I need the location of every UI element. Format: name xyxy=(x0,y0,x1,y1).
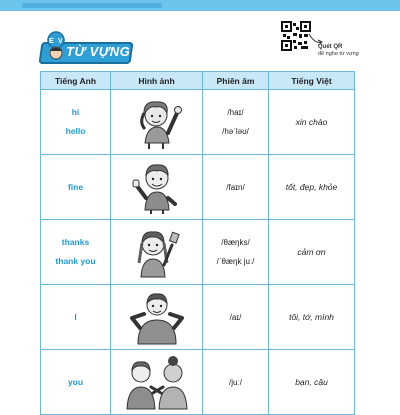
table-row xyxy=(41,350,355,415)
table-row xyxy=(41,90,355,155)
man-pointing-self-icon xyxy=(124,288,190,346)
table-row xyxy=(41,285,355,350)
english-cell xyxy=(41,155,111,220)
header-ipa: Phiên âm xyxy=(203,72,269,90)
ipa-cell xyxy=(203,220,269,285)
english-cell xyxy=(41,350,111,415)
svg-text:V: V xyxy=(58,38,63,45)
section-title: TỪ VỰNG xyxy=(66,44,131,59)
boy-thumbs-up-icon xyxy=(127,158,187,216)
ipa-text: /aɪ/ xyxy=(229,312,242,322)
english-word: hello xyxy=(65,126,86,136)
english-cell xyxy=(41,90,111,155)
vietnamese-cell: tôi, tớ, mình xyxy=(269,285,355,350)
section-badge xyxy=(40,30,132,64)
picture-cell xyxy=(111,350,203,415)
vocabulary-table xyxy=(40,71,355,415)
qr-note xyxy=(318,44,359,58)
svg-text:E: E xyxy=(49,38,54,45)
vietnamese-cell: cảm ơn xyxy=(269,220,355,285)
top-banner xyxy=(0,0,400,11)
girl-waving-icon xyxy=(127,93,187,151)
ipa-cell xyxy=(203,350,269,415)
vietnamese-cell: xin chào xyxy=(269,90,355,155)
picture-cell xyxy=(111,285,203,350)
table-header-row xyxy=(41,72,355,90)
picture-cell xyxy=(111,155,203,220)
ipa-text: /haɪ/ xyxy=(227,108,244,117)
two-people-pointing-icon xyxy=(121,353,193,411)
ipa-cell xyxy=(203,90,269,155)
ipa-text: /juː/ xyxy=(229,377,242,387)
table-row xyxy=(41,155,355,220)
picture-cell xyxy=(111,90,203,155)
table-row xyxy=(41,220,355,285)
ipa-text: /θæŋks/ xyxy=(221,238,250,247)
girl-with-gift-icon xyxy=(127,223,187,281)
english-word: hi xyxy=(71,107,80,117)
english-cell xyxy=(41,285,111,350)
header-english: Tiếng Anh xyxy=(41,72,111,90)
vietnamese-cell: tốt, đẹp, khỏe xyxy=(269,155,355,220)
english-word: thanks xyxy=(61,237,90,247)
ipa-cell xyxy=(203,285,269,350)
ipa-cell xyxy=(203,155,269,220)
header-vietnamese: Tiếng Việt xyxy=(269,72,355,90)
vietnamese-cell: bạn, cậu xyxy=(269,350,355,415)
english-cell xyxy=(41,220,111,285)
picture-cell xyxy=(111,220,203,285)
ipa-text: /ˈθæŋk juː/ xyxy=(216,257,255,266)
english-word: thank you xyxy=(55,256,96,266)
ipa-text: /faɪn/ xyxy=(226,182,245,192)
qr-note-subtitle: để nghe từ vựng xyxy=(318,51,359,57)
english-word: you xyxy=(67,376,84,387)
ipa-text: /həˈləʊ/ xyxy=(222,127,249,136)
english-word: fine xyxy=(67,181,84,192)
header-picture: Hình ảnh xyxy=(111,72,203,90)
top-banner-decoration xyxy=(22,3,162,8)
qr-note-title: Quét QR xyxy=(318,44,343,50)
english-word: I xyxy=(74,311,77,322)
